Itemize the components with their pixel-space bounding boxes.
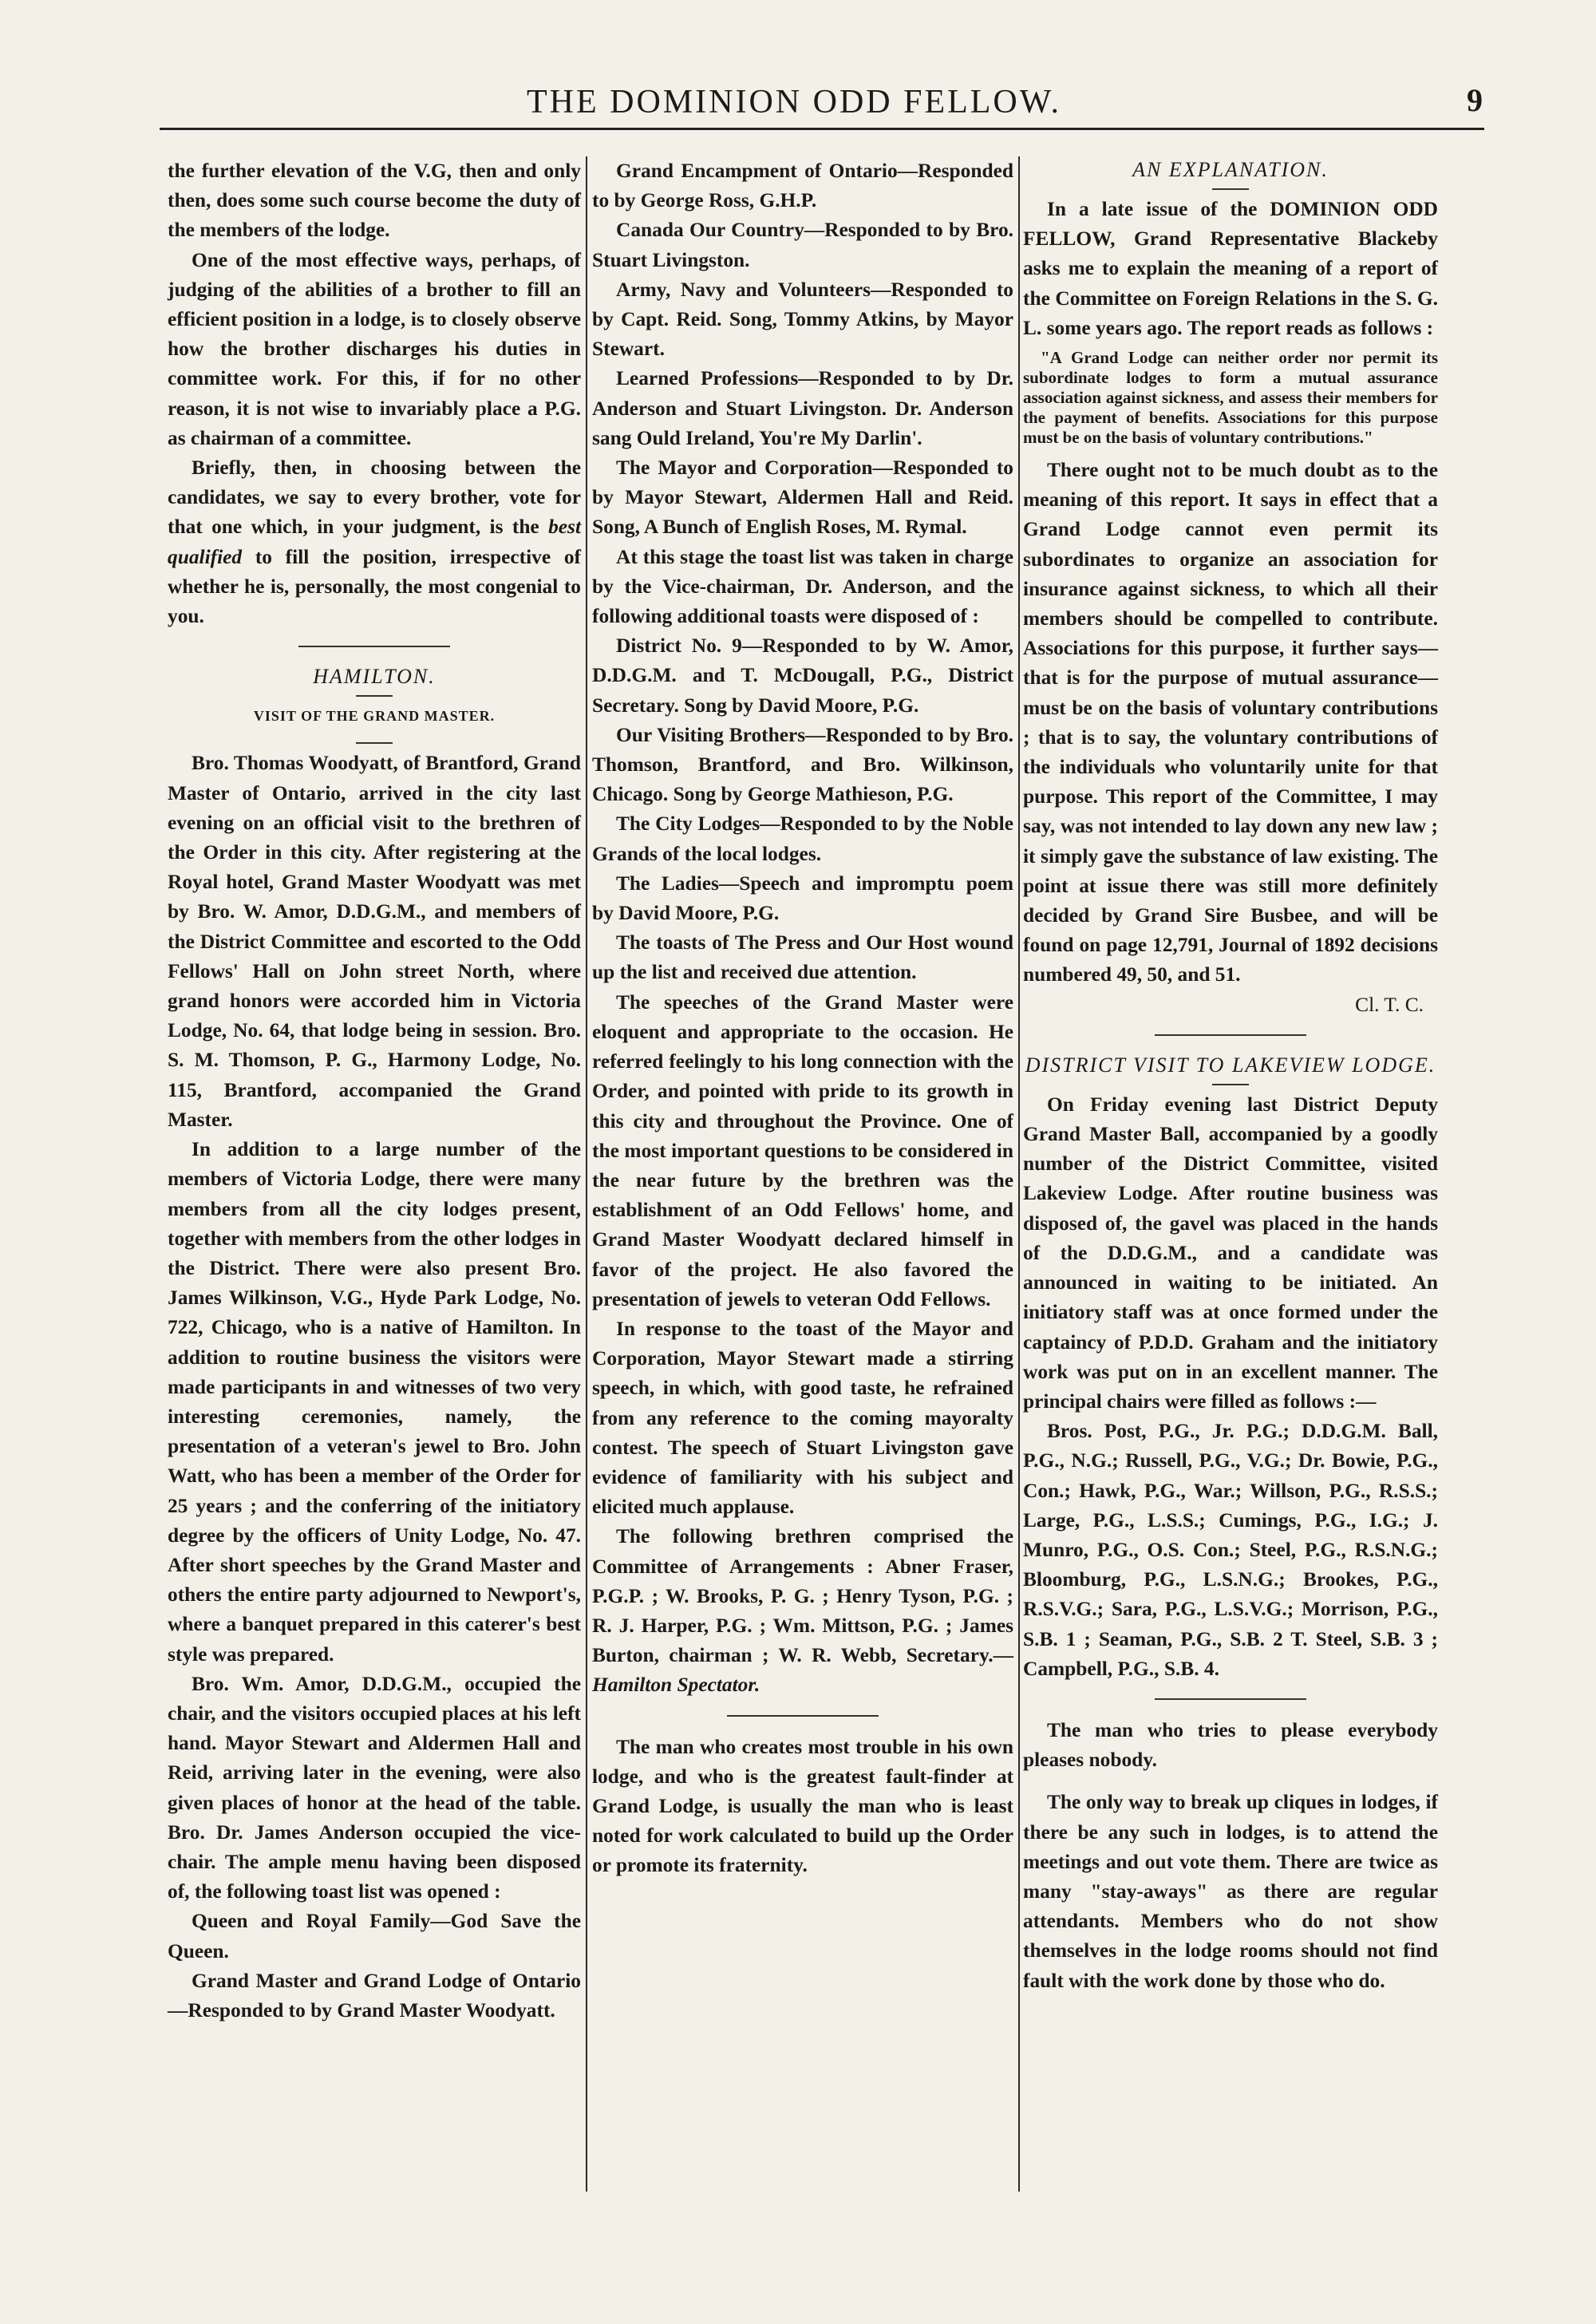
newspaper-title: THE DOMINION ODD FELLOW. (527, 84, 1062, 121)
paragraph: In response to the toast of the Mayor and Corporation, Mayor Stewart made a stirring speech, in which, with good taste, he refrained from any reference to the coming mayoralty contest. The speech of Stuart Livingston gave evidence of familiarity with his subject and elicited much applause. (592, 1317, 1013, 1519)
section-rule (298, 646, 450, 647)
section-rule (1155, 1034, 1306, 1036)
paragraph (168, 453, 581, 631)
section-rule (1155, 1698, 1306, 1700)
paragraph: Grand Encampment of Ontario—Responded to by George Ross, G.H.P. (592, 160, 1013, 212)
column-divider-1 (586, 156, 587, 2192)
paragraph: Our Visiting Brothers—Responded to by Bro. Thomson, Brantford, and Bro. Wilkinson, Chicago. Song by George Mathieson, P.G. (592, 723, 1013, 806)
paragraph: The speeches of the Grand Master were eloquent and appropriate to the occasion. He referred feelingly to his long connection with the Order, and pointed with pride to its growth in this city and throughout the Province. One of the most important questions to be considered in the near future by the brethren was the establishment of an Odd Fellows' home, and Grand Master Woodyatt declared himself in favor of the project. He also favored the presentation of jewels to veteran Odd Fellows. (592, 990, 1013, 1310)
text-run: Briefly, then, in choosing between the candidates, we say to every brother, vote for that one which, in your judgment, is the (168, 457, 581, 539)
paragraph: One of the most effective ways, perhaps, of judging of the abilities of a brother to fill an efficient position in a lodge, is to closely observe how the brother discharges his duties in committee work. For this, if for no other reason, it is not wise to invariably place a P.G. as chairman of a committee. (168, 248, 581, 449)
paragraph: Queen and Royal Family—God Save the Queen. (168, 1910, 581, 1962)
text-run: The following brethren comprised the Committee of Arrangements : Abner Fraser, P.G.P. ; W. Brooks, P. G. ; Henry Tyson, P.G. ; R. J. Harper, P.G. ; Wm. Mittson, P.G. ; James Burton, chairman ; W. R. Webb, Secretary.— (592, 1525, 1013, 1667)
column-3 (1023, 156, 1438, 1996)
emphasis-text: best qualified (168, 516, 581, 568)
paragraph: On Friday evening last District Deputy Grand Master Ball, accompanied by a goodly number of the District Committee, visited Lakeview Lodge. After routine business was disposed of, the gavel was placed in the hands of the D.D.G.M., and a candidate was announced in waiting to be initiated. An initiatory staff was at once formed under the captaincy of P.D.D. Graham and the initiatory work was put on in an excellent manner. The principal chairs were filled as follows :— (1023, 1093, 1438, 1413)
header-rule (160, 128, 1484, 130)
block-quote: "A Grand Lodge can neither order nor permit its subordinate lodges to form a mutual assurance association against sickness, and assess their members for the payment of benefits. Associations for this purpose must be on the basis of voluntary contributions." (1023, 348, 1438, 448)
paragraph: District No. 9—Responded to by W. Amor, D.D.G.M. and T. McDougall, P.G., District Secretary. Song by David Moore, P.G. (592, 634, 1013, 717)
signature: Cl. T. C. (1355, 993, 1424, 1016)
paragraph: The Mayor and Corporation—Responded to by Mayor Stewart, Aldermen Hall and Reid. Song, A Bunch of English Roses, M. Rymal. (592, 457, 1013, 539)
article-subheading: VISIT OF THE GRAND MASTER. (253, 708, 496, 725)
paragraph: Canada Our Country—Responded to by Bro. Stuart Livingston. (592, 219, 1013, 271)
paragraph: In a late issue of the DOMINION ODD FELLOW, Grand Representative Blackeby asks me to explain the meaning of a report of the Committee on Foreign Relations in the S. G. L. some years ago. The report reads as follows : (1023, 198, 1438, 339)
article-heading: AN EXPLANATION. (1132, 158, 1329, 181)
column-1 (168, 156, 581, 2026)
paragraph: Army, Navy and Volunteers—Responded to by Capt. Reid. Song, Tommy Atkins, by Mayor Stewart. (592, 278, 1013, 361)
column-divider-2 (1018, 156, 1020, 2192)
paragraph: The only way to break up cliques in lodges, if there be any such in lodges, is to attend the meetings and out vote them. There are twice as many "stay-aways" as there are regular attendants. Members who do not show themselves in the lodge rooms should not find fault with the work done by those who do. (1023, 1791, 1438, 1992)
paragraph: Bro. Thomas Woodyatt, of Brantford, Grand Master of Ontario, arrived in the city last evening on an official visit to the brethren of the Order in this city. After registering at the Royal hotel, Grand Master Woodyatt was met by Bro. W. Amor, D.D.G.M., and members of the District Committee and escorted to the Odd Fellows' Hall on John street North, where grand honors were accorded him in Victoria Lodge, No. 64, that lodge being in session. Bro. S. M. Thomson, P. G., Harmony Lodge, No. 115, Brantford, accompanied the Grand Master. (168, 752, 581, 1131)
source-credit: Hamilton Spectator. (592, 1674, 760, 1697)
paragraph: Learned Professions—Responded to by Dr. Anderson and Stuart Livingston. Dr. Anderson sang Ould Ireland, You're My Darlin'. (592, 367, 1013, 449)
page-header (160, 80, 1484, 128)
page-number: 9 (1467, 82, 1483, 118)
heading-dash (356, 695, 393, 697)
paragraph: The Ladies—Speech and impromptu poem by David Moore, P.G. (592, 872, 1013, 925)
article-heading: DISTRICT VISIT TO LAKEVIEW LODGE. (1025, 1053, 1436, 1077)
text-run: to fill the position, irrespective of whether he is, personally, the most congenial to you. (168, 545, 581, 628)
section-rule (727, 1715, 879, 1717)
paragraph: The man who creates most trouble in his own lodge, and who is the greatest fault-finder at Grand Lodge, is usually the man who is least noted for work calculated to build up the Order or promote its fraternity. (592, 1735, 1013, 1877)
paragraph: The City Lodges—Responded to by the Noble Grands of the local lodges. (592, 812, 1013, 865)
paragraph: The man who tries to please everybody pleases nobody. (1023, 1718, 1438, 1772)
paragraph: Grand Master and Grand Lodge of Ontario—Responded to by Grand Master Woodyatt. (168, 1969, 581, 2022)
heading-dash (1212, 188, 1249, 190)
paragraph (592, 1522, 1013, 1700)
paragraph: There ought not to be much doubt as to the meaning of this report. It says in effect that a Grand Lodge cannot even permit its subordinates to organize an association for insurance against sickness, to which all their members should be compelled to contribute. Associations for this purpose, it further says—that is for the purpose of mutual assurance—must be on the basis of voluntary contributions ; that is to say, the voluntary contributions of the individuals who voluntarily unite for that purpose. This report of the Committee, I may say, was not intended to lay down any new law ; it simply gave the substance of law existing. The point at issue there was still more definitely decided by Grand Sire Busbee, and will be found on page 12,791, Journal of 1892 decisions numbered 49, 50, and 51. (1023, 459, 1438, 986)
article-heading: HAMILTON. (313, 665, 436, 689)
paragraph: Bro. Wm. Amor, D.D.G.M., occupied the chair, and the visitors occupied places at his left hand. Mayor Stewart and Aldermen Hall and Reid, arriving later in the evening, were also given places of honor at the head of the table. Bro. Dr. James Anderson occupied the vice-chair. The ample menu having been disposed of, the following toast list was opened : (168, 1672, 581, 1903)
heading-dash (356, 742, 393, 744)
paragraph: Bros. Post, P.G., Jr. P.G.; D.D.G.M. Ball, P.G., N.G.; Russell, P.G., V.G.; Dr. Bowie, P.G., Con.; Hawk, P.G., War.; Willson, P.G., R.S.S.; Large, P.G., L.S.S.; Cumings, P.G., I.G.; J. Munro, P.G., O.S. Con.; Steel, P.G., R.S.N.G.; Bloomburg, P.G., L.S.N.G.; Brookes, P.G., R.S.V.G.; Sara, P.G., L.S.V.G.; Morrison, P.G., S.B. 1 ; Seaman, P.G., S.B. 2 T. Steel, S.B. 3 ; Campbell, P.G., S.B. 4. (1023, 1420, 1438, 1680)
paragraph: the further elevation of the V.G, then and only then, does some such course become the duty of the members of the lodge. (168, 160, 581, 242)
paragraph: At this stage the toast list was taken in charge by the Vice-chairman, Dr. Anderson, and the following additional toasts were disposed of : (592, 545, 1013, 628)
column-2 (592, 156, 1013, 1881)
heading-dash (1212, 1084, 1249, 1085)
paragraph: The toasts of The Press and Our Host wound up the list and received due attention. (592, 931, 1013, 984)
paragraph: In addition to a large number of the members of Victoria Lodge, there were many members from all the city lodges present, together with members from the other lodges in the District. There were also present Bro. James Wilkinson, V.G., Hyde Park Lodge, No. 722, Chicago, who is a native of Hamilton. In addition to routine business the visitors were made participants in and witnesses of two very interesting ceremonies, namely, the presentation of a veteran's jewel to Bro. John Watt, who has been a member of the Order for 25 years ; and the conferring of the initiatory degree by the officers of Unity Lodge, No. 47. After short speeches by the Grand Master and others the entire party adjourned to Newport's, where a banquet prepared in this caterer's best style was prepared. (168, 1138, 581, 1666)
